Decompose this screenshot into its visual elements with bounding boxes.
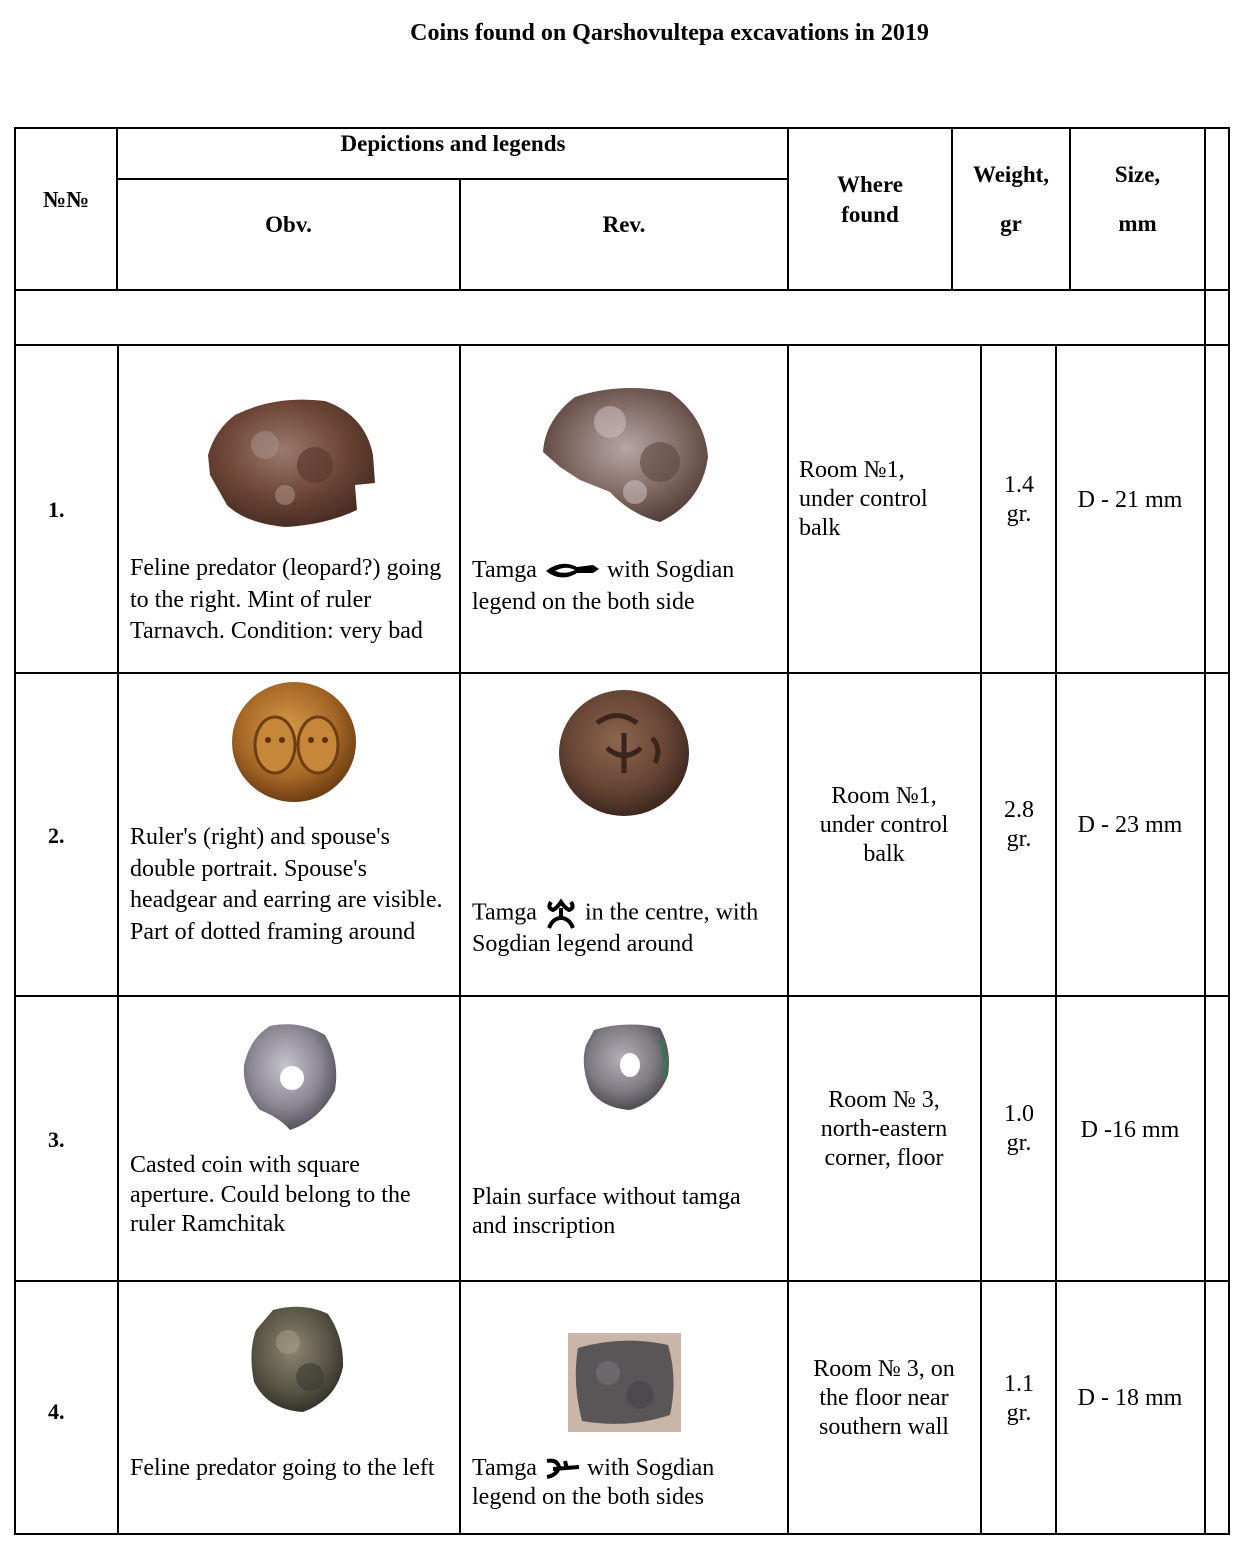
- obverse-description: Ruler's (right) and spouse's double portrait. Spouse's headgear and earring are visible. Part of dotted framing around: [130, 824, 443, 945]
- header-weight: [953, 160, 1069, 239]
- coin-image-reverse: [580, 1020, 672, 1112]
- coin-weight: 1.0 gr.: [1004, 1101, 1034, 1156]
- reverse-text-after: in the centre, with Sogdian legend around: [472, 899, 759, 957]
- tamga-icon: [543, 559, 601, 583]
- find-location: Room № 3, north-eastern corner, floor: [820, 1087, 948, 1171]
- reverse-text-before: Tamga: [472, 557, 537, 583]
- reverse-text-after: with Sogdian legend on the both sides: [472, 1455, 715, 1510]
- row-number: 4.: [48, 1399, 65, 1424]
- coin-size: D -16 mm: [1080, 1117, 1180, 1143]
- coin-weight: 2.8 gr.: [1004, 797, 1034, 852]
- tamga-icon: [543, 1457, 581, 1481]
- row-number: 3.: [48, 1127, 65, 1152]
- coin-image-obverse: [205, 395, 377, 530]
- reverse-text-after: with Sogdian legend on the both side: [472, 557, 735, 615]
- page-title: Coins found on Qarshovultepa excavations in 2019: [410, 20, 929, 46]
- coin-image-obverse: [230, 680, 358, 805]
- coin-weight: 1.1 gr.: [1004, 1371, 1034, 1426]
- obverse-description: Casted coin with square aperture. Could belong to the ruler Ramchitak: [130, 1152, 411, 1237]
- reverse-description: [472, 898, 782, 959]
- coin-image-reverse: [568, 1333, 681, 1432]
- obverse-description: Feline predator (leopard?) going to the right. Mint of ruler Tarnavch. Condition: very bad: [130, 555, 442, 644]
- header-where: Where found: [836, 172, 903, 227]
- coin-weight: 1.4 gr.: [1004, 472, 1034, 527]
- coin-image-obverse: [248, 1302, 346, 1415]
- coin-image-reverse: [557, 688, 691, 818]
- find-location: Room №1, under control balk: [799, 457, 928, 541]
- header-rev: Rev.: [602, 212, 646, 237]
- obverse-description: Feline predator going to the left: [130, 1455, 435, 1481]
- header-depictions: Depictions and legends: [340, 131, 566, 156]
- reverse-description: Plain surface without tamga and inscription: [472, 1184, 741, 1239]
- row-number: 1.: [48, 497, 65, 522]
- header-size: [1071, 160, 1204, 239]
- header-size-line1: Size,: [1114, 162, 1161, 187]
- coin-size: D - 21 mm: [1077, 487, 1183, 513]
- reverse-text-before: Tamga: [472, 1455, 537, 1481]
- coin-image-obverse: [240, 1020, 340, 1132]
- reverse-description: [472, 555, 777, 618]
- coin-image-reverse: [540, 382, 710, 527]
- find-location: Room №1, under control balk: [819, 783, 949, 867]
- row-number: 2.: [48, 823, 65, 848]
- tamga-icon: [543, 898, 579, 930]
- reverse-text-before: Tamga: [472, 899, 537, 926]
- find-location: Room № 3, on the floor near southern wall: [813, 1356, 955, 1440]
- header-weight-line2: gr: [1000, 211, 1022, 236]
- coin-size: D - 18 mm: [1077, 1385, 1183, 1411]
- reverse-description: [472, 1454, 777, 1512]
- header-weight-line1: Weight,: [972, 162, 1050, 187]
- header-size-line2: mm: [1118, 211, 1157, 236]
- header-obv: Obv.: [265, 212, 312, 237]
- header-num: №№: [42, 187, 90, 212]
- coin-size: D - 23 mm: [1077, 812, 1183, 838]
